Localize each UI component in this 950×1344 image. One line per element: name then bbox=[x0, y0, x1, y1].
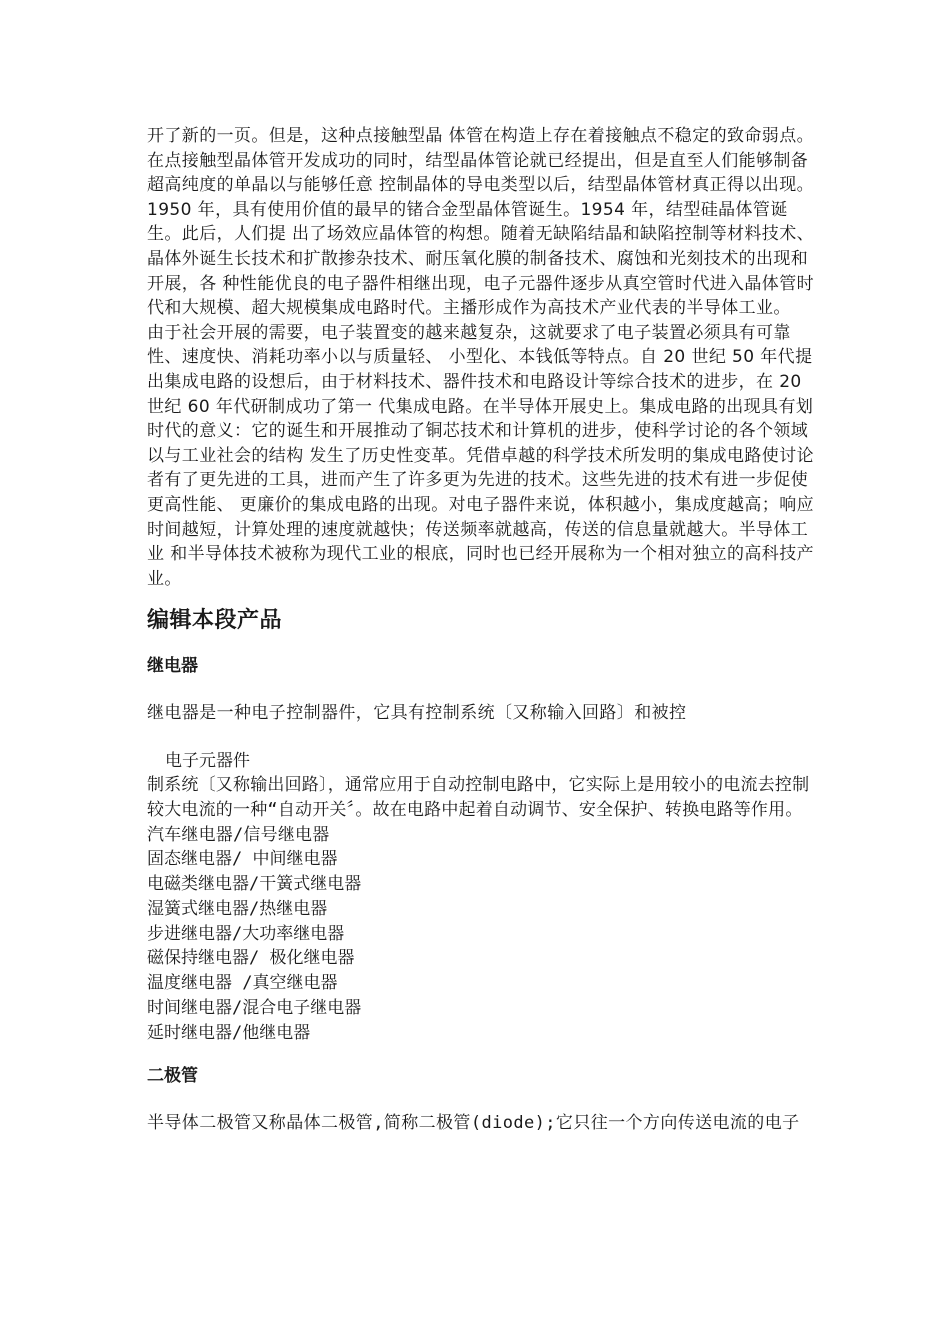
document-page bbox=[147, 124, 817, 1135]
list-item: 电磁类继电器/干簧式继电器 bbox=[147, 874, 362, 895]
list-item: 固态继电器/ 中间继电器 bbox=[147, 849, 338, 870]
relay-heading: 继电器 bbox=[147, 656, 198, 677]
diode-heading: 二极管 bbox=[147, 1065, 198, 1086]
list-item: 延时继电器/他继电器 bbox=[147, 1022, 311, 1043]
intro-paragraph-2: 由于社会开展的需要，电子装置变的越来越复杂，这就要求了电子装置必须具有可靠性、速度快、消耗功率小以与质量轻、 小型化、本钱低等特点。自 20 世纪 50 年代提出集成电路的设想后，由于材料技术、器件技术和电路设计等综合技术的进步，在 20 世纪 60 年代研制成功了第一 代集成电路。在半导体开展史上。集成电路的出现具有划时代的意义：它的诞生和开展推动了铜芯技术和计算机的进步，使科学讨论的各个领域以与工业社会的结构 发生了历史性变革。凭借卓越的科学技术所发明的集成电路使讨论者有了更先进的工具，进而产生了许多更为先进的技术。这些先进的技术有进一步促使更高性能、 更廉价的集成电路的出现。对电子器件来说，体积越小，集成度越高；响应时间越短，计算处理的速度就越快；传送频率就越高，传送的信息量就越大。半导体工业 和半导体技术被称为现代工业的根底，同时也已经开展称为一个相对独立的高科技产业。 bbox=[147, 322, 815, 589]
list-item: 温度继电器 /真空继电器 bbox=[147, 973, 338, 994]
list-item: 磁保持继电器/ 极化继电器 bbox=[147, 948, 355, 969]
relay-indent-label: 电子元器件 bbox=[165, 750, 250, 771]
relay-lead-text: 继电器是一种电子控制器件，它具有控制系统〔又称输入回路〕和被控 bbox=[147, 703, 687, 724]
section-heading-products: 编辑本段产品 bbox=[147, 608, 283, 634]
diode-body-text: 半导体二极管又称晶体二极管,简称二极管(diode);它只往一个方向传送电流的电子 bbox=[147, 1112, 800, 1133]
list-item: 湿簧式继电器/热继电器 bbox=[147, 898, 328, 919]
intro-paragraph-1: 开了新的一页。但是，这种点接触型晶 体管在构造上存在着接触点不稳定的致命弱点。在点接触型晶体管开发成功的同时，结型晶体管论就已经提出，但是直至人们能够制备超高纯度的单晶以与能够任意 控制晶体的导电类型以后，结型晶体管材真正得以出现。1950 年，具有使用价值的最早的锗合金型晶体管诞生。1954 年，结型硅晶体管诞生。此后，人们提 出了场效应晶体管的构想。随着无缺陷结晶和缺陷控制等材料技术、晶体外诞生长技术和扩散掺杂技术、耐压氧化膜的制备技术、腐蚀和光刻技术的出现和开展，各 种性能优良的电子器件相继出现，电子元器件逐步从真空管时代进入晶体管时代和大规模、超大规模集成电路时代。主播形成作为高技术产业代表的半导体工业。 bbox=[147, 126, 815, 319]
list-item: 步进继电器/大功率继电器 bbox=[147, 923, 345, 944]
list-item: 时间继电器/混合电子继电器 bbox=[147, 998, 362, 1019]
relay-type-list bbox=[147, 847, 817, 1045]
relay-body-text: 制系统〔又称输出回路〕，通常应用于自动控制电路中，它实际上是用较小的电流去控制较大电流的一种“自动开关〞。故在电路中起着自动调节、安全保护、转换电路等作用。汽车继电器/信号继电器 bbox=[147, 775, 810, 845]
